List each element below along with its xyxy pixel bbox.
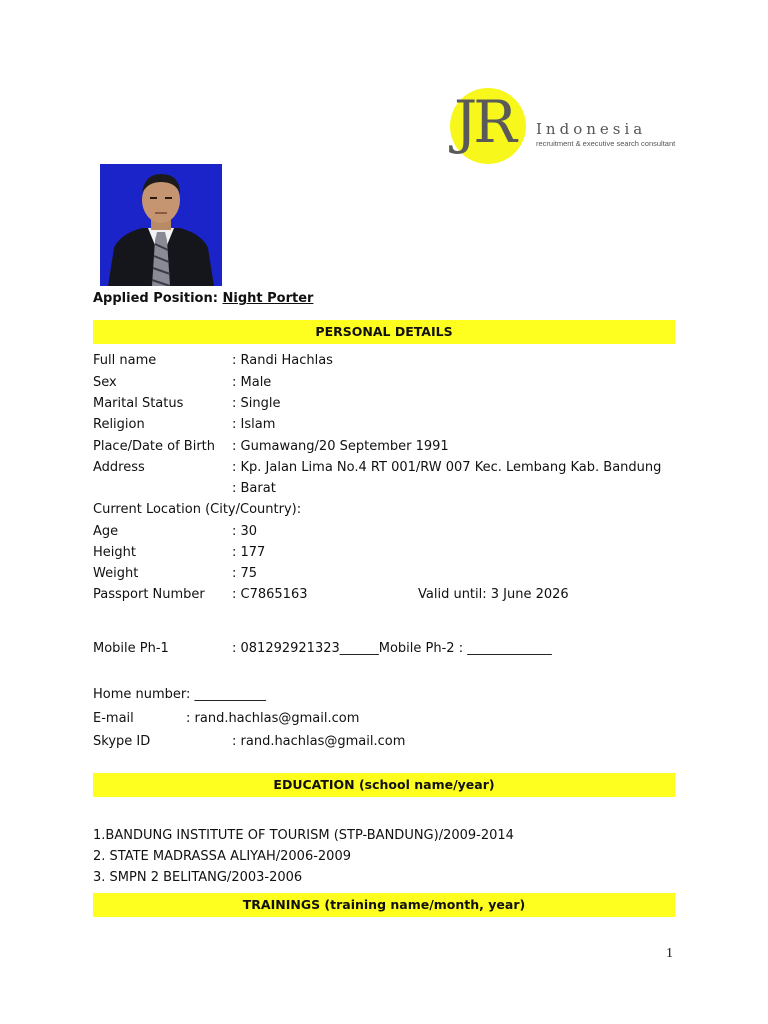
- logo-wordmark: Indonesia: [536, 120, 647, 138]
- field-value: : rand.hachlas@gmail.com: [232, 734, 406, 749]
- education-item: 3. SMPN 2 BELITANG/2003-2006: [93, 870, 303, 885]
- applied-position-value: Night Porter: [222, 291, 314, 306]
- field-value: : Islam: [232, 417, 276, 432]
- field-value: : 081292921323______Mobile Ph-2 : _____________: [232, 641, 552, 656]
- field-label: Passport Number: [93, 587, 205, 602]
- field-label: Age: [93, 524, 119, 539]
- section-header-trainings: TRAININGS (training name/month, year): [93, 893, 675, 917]
- logo-mark: JR: [454, 88, 513, 156]
- field-passport: [93, 587, 569, 602]
- field-label: Place/Date of Birth: [93, 439, 216, 454]
- field-value: : Randi Hachlas: [232, 353, 333, 368]
- field-religion: [93, 417, 275, 432]
- field-current-location: [93, 502, 301, 517]
- applied-position: Applied Position: Night Porter: [93, 291, 314, 306]
- field-value: : Male: [232, 375, 272, 390]
- field-mobile: [93, 641, 552, 656]
- applied-position-label: Applied Position: [93, 291, 213, 306]
- page-number: 1: [666, 946, 673, 961]
- field-full-name: [93, 353, 333, 368]
- field-label: Weight: [93, 566, 139, 581]
- section-header-personal: PERSONAL DETAILS: [93, 320, 675, 344]
- field-marital-status: [93, 396, 280, 411]
- section-header-education: EDUCATION (school name/year): [93, 773, 675, 797]
- field-sex: [93, 375, 271, 390]
- field-skype: [93, 734, 405, 749]
- field-value: : 30: [232, 524, 258, 539]
- field-value: : Single: [232, 396, 281, 411]
- field-value: : rand.hachlas@gmail.com: [186, 711, 360, 726]
- logo-tagline: recruitment & executive search consultant: [536, 139, 676, 148]
- field-address-continued: [93, 481, 276, 496]
- field-value: : 177: [232, 545, 266, 560]
- field-value: : Kp. Jalan Lima No.4 RT 001/RW 007 Kec. Lembang Kab. Bandung: [232, 460, 662, 475]
- field-value: : Gumawang/20 September 1991: [232, 439, 449, 454]
- field-label: Address: [93, 460, 145, 475]
- education-item: 1.BANDUNG INSTITUTE OF TOURISM (STP-BANDUNG)/2009-2014: [93, 828, 514, 843]
- field-label: Mobile Ph-1: [93, 641, 169, 656]
- education-item: 2. STATE MADRASSA ALIYAH/2006-2009: [93, 849, 351, 864]
- field-weight: [93, 566, 257, 581]
- field-label: Marital Status: [93, 396, 184, 411]
- field-value: : 75: [232, 566, 258, 581]
- field-age: [93, 524, 257, 539]
- field-label: Current Location (City/Country):: [93, 502, 302, 517]
- field-value: : Barat: [232, 481, 276, 496]
- field-value: : C7865163: [232, 587, 308, 602]
- candidate-photo: [100, 164, 222, 286]
- field-label: Home number: ___________: [93, 687, 267, 702]
- field-label: Height: [93, 545, 136, 560]
- company-logo: [448, 86, 678, 168]
- field-home-number: [93, 687, 266, 702]
- field-label: Full name: [93, 353, 157, 368]
- field-label: Sex: [93, 375, 117, 390]
- passport-valid-until: Valid until: 3 June 2026: [418, 587, 569, 602]
- field-label: Religion: [93, 417, 145, 432]
- field-label: E-mail: [93, 711, 134, 726]
- field-birth: [93, 439, 449, 454]
- field-height: [93, 545, 265, 560]
- field-label: Skype ID: [93, 734, 151, 749]
- field-address: [93, 460, 661, 475]
- field-email: [93, 711, 359, 726]
